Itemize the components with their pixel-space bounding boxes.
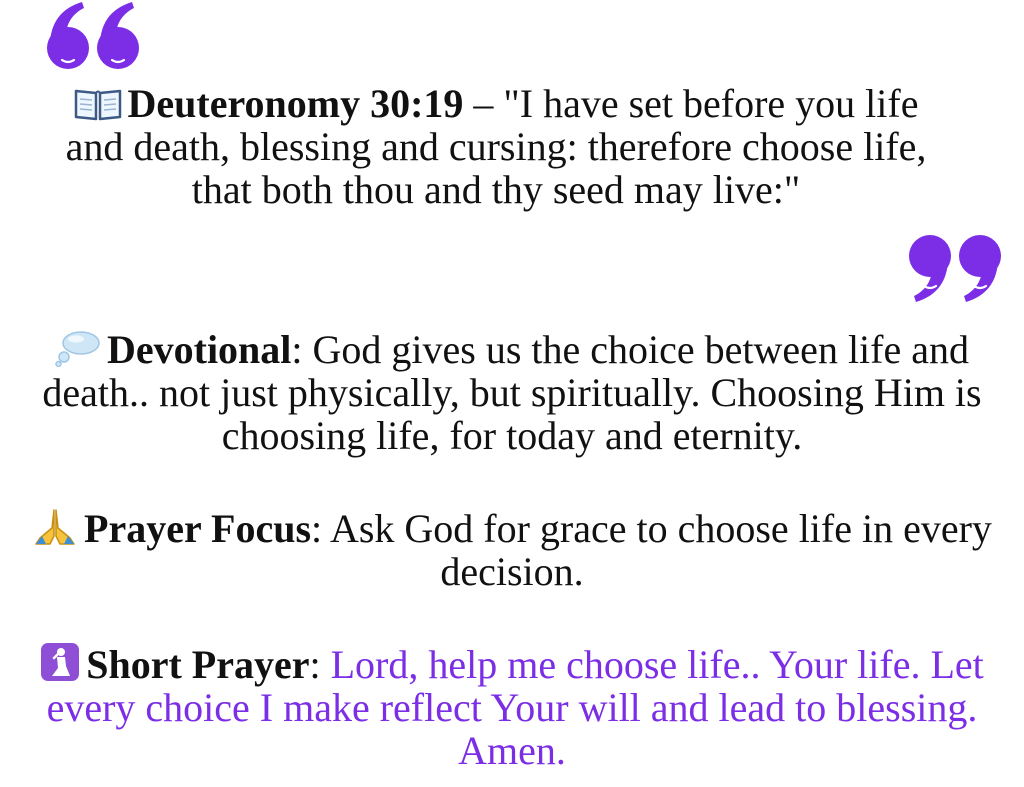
short-prayer-text: Lord, help me choose life.. Your life. Let every choice I make reflect Your will and lead to blessing. Amen. [46,642,984,773]
devotional-text: God gives us the choice between life and death.. not just physically, but spiritually. Choosing Him is choosing life, for today and eternity. [42,327,982,458]
short-prayer-label: Short Prayer [86,642,310,687]
verse-block [40,82,952,211]
prayer-focus-label: Prayer Focus [84,506,312,551]
place-of-worship-icon [40,642,80,682]
prayer-focus-block [20,506,1004,593]
folded-hands-icon [32,506,78,546]
verse-reference: Deuteronomy 30:19 [127,81,464,126]
thought-balloon-icon [55,329,101,367]
verse-dash: – [463,81,504,126]
devotional-label: Devotional [106,327,292,372]
close-quote-icon [904,224,1004,304]
open-book-icon [74,87,122,121]
prayer-focus-colon: : [311,506,330,551]
short-prayer-colon: : [309,642,331,687]
open-quote-icon [44,0,144,74]
verse-text: "I have set before you life and death, blessing and cursing: therefore choose life, that both thou and thy seed may live:" [65,81,927,212]
devotional-block [4,328,1020,457]
prayer-focus-text: Ask God for grace to choose life in every decision. [329,506,992,594]
devotional-colon: : [291,327,313,372]
short-prayer-block [4,642,1020,772]
